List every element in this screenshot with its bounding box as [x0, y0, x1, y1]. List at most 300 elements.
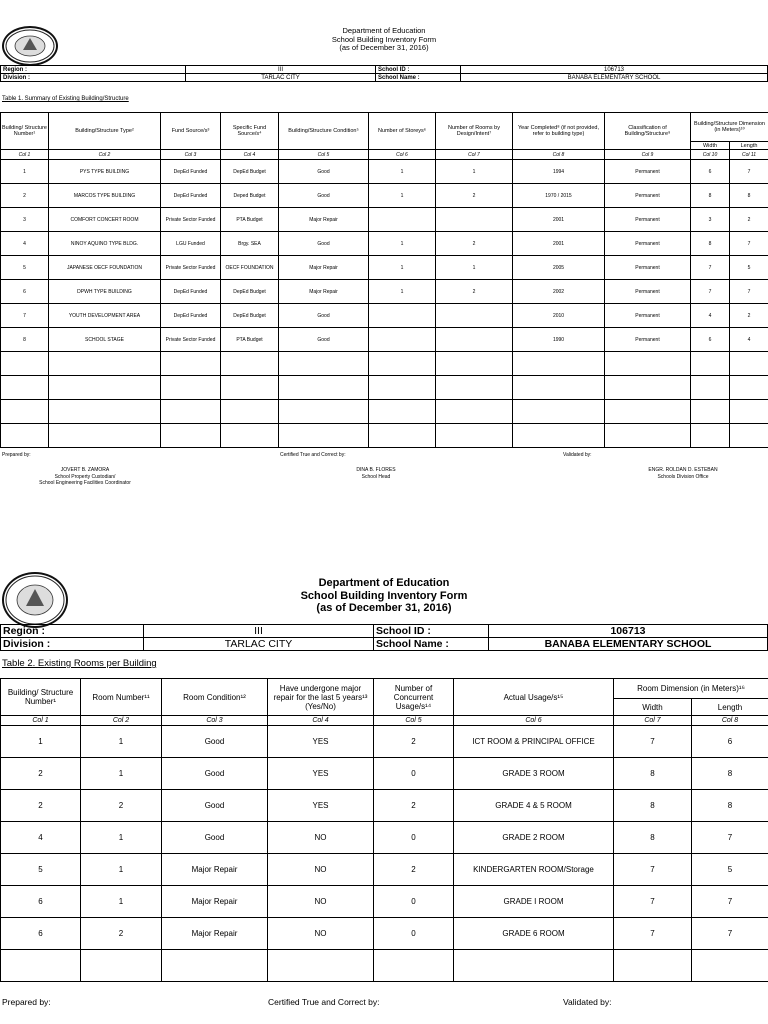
column-number-cell: Col 7 — [436, 150, 513, 160]
table-cell: 2005 — [513, 256, 605, 280]
table-cell — [221, 400, 279, 424]
table-cell: 4 — [1, 232, 49, 256]
table-cell: 1 — [369, 256, 436, 280]
table-cell: 2001 — [513, 208, 605, 232]
th-fund-source: Fund Source/s³ — [161, 113, 221, 150]
column-number-cell: Col 2 — [81, 716, 162, 726]
th-length: Length — [692, 699, 768, 716]
table-cell: 2 — [730, 208, 768, 232]
table-cell: Major Repair — [279, 280, 369, 304]
table-cell: 0 — [374, 886, 454, 918]
table-cell: 1 — [1, 726, 81, 758]
table-cell — [279, 400, 369, 424]
table-cell — [730, 400, 768, 424]
table-row — [1, 184, 768, 208]
table-cell: Major Repair — [279, 208, 369, 232]
table-row — [1, 208, 768, 232]
region-label: Region : — [1, 66, 186, 74]
validated-title: Schools Division Office — [657, 473, 709, 480]
table-cell — [730, 376, 768, 400]
table-cell: 2002 — [513, 280, 605, 304]
table-cell: SCHOOL STAGE — [49, 328, 161, 352]
table-cell — [513, 400, 605, 424]
table-cell: NO — [268, 854, 374, 886]
school-info-table — [0, 624, 768, 651]
table-cell — [436, 352, 513, 376]
prepared-title-1: School Property Custodian/ — [54, 473, 116, 480]
th-year-completed: Year Completed⁸ (if not provided, refer to building type) — [513, 113, 605, 150]
column-number-cell: Col 5 — [279, 150, 369, 160]
table-row — [1, 822, 768, 854]
table-cell — [369, 328, 436, 352]
region-label: Region : — [1, 625, 144, 638]
table-cell: YES — [268, 726, 374, 758]
certified-by-label: Certified True and Correct by: — [280, 452, 346, 458]
th-building-number: Building/ Structure Number¹ — [1, 113, 49, 150]
table-cell: Major Repair — [162, 854, 268, 886]
table-cell: NINOY AQUINO TYPE BLDG. — [49, 232, 161, 256]
table-cell: 7 — [1, 304, 49, 328]
table-cell: GRADE 6 ROOM — [454, 918, 614, 950]
table-cell: 6 — [1, 886, 81, 918]
division-label: Division : — [1, 74, 186, 82]
table-cell — [1, 376, 49, 400]
table-row — [1, 424, 768, 448]
column-number-cell: Col 1 — [1, 716, 81, 726]
table-row — [1, 758, 768, 790]
certified-title: School Head — [361, 473, 391, 480]
table-cell: 1 — [369, 184, 436, 208]
table-cell — [221, 376, 279, 400]
th-building-condition: Building/Structure Condition⁵ — [279, 113, 369, 150]
table-cell — [436, 424, 513, 448]
table-cell: 0 — [374, 758, 454, 790]
column-number-cell: Col 11 — [730, 150, 768, 160]
table-cell: 1 — [369, 232, 436, 256]
th-room-condition: Room Condition¹² — [162, 679, 268, 716]
table-cell — [369, 400, 436, 424]
column-number-cell: Col 5 — [374, 716, 454, 726]
column-number-cell: Col 2 — [49, 150, 161, 160]
table-cell — [605, 352, 691, 376]
table-cell: 8 — [1, 328, 49, 352]
th-building-number: Building/ Structure Number¹ — [1, 679, 81, 716]
table-cell — [691, 352, 730, 376]
table-cell: 7 — [692, 886, 768, 918]
table-cell: Brgy. SEA — [221, 232, 279, 256]
table-cell: PTA Budget — [221, 328, 279, 352]
table-cell: 1 — [436, 256, 513, 280]
validated-by-label: Validated by: — [563, 452, 592, 458]
table-cell: NO — [268, 822, 374, 854]
table-cell: 1 — [1, 160, 49, 184]
table-cell: 3 — [1, 208, 49, 232]
table-cell: NO — [268, 886, 374, 918]
table-cell: 2 — [436, 280, 513, 304]
table-cell: 8 — [614, 758, 692, 790]
table-cell: 6 — [691, 160, 730, 184]
table-cell: Major Repair — [279, 256, 369, 280]
table-cell — [454, 950, 614, 982]
header-line-2: School Building Inventory Form — [331, 34, 437, 44]
th-classification: Classification of Building/Structure⁹ — [605, 113, 691, 150]
table-cell: Permanent — [605, 256, 691, 280]
th-width: Width — [614, 699, 692, 716]
table-cell: 2 — [374, 854, 454, 886]
table-cell: DepEd Budget — [221, 160, 279, 184]
table-cell — [268, 950, 374, 982]
division-label: Division : — [1, 638, 144, 651]
table-cell: ICT ROOM & PRINCIPAL OFFICE — [454, 726, 614, 758]
table-cell: 7 — [614, 854, 692, 886]
table-cell: NO — [268, 918, 374, 950]
table-cell: 2010 — [513, 304, 605, 328]
table-cell — [605, 376, 691, 400]
table-cell: YOUTH DEVELOPMENT AREA — [49, 304, 161, 328]
rooms-table-body — [1, 716, 768, 982]
table-cell: Private Sector Funded — [161, 328, 221, 352]
table-cell: GRADE 2 ROOM — [454, 822, 614, 854]
table-cell — [513, 376, 605, 400]
prepared-by-label: Prepared by: — [2, 997, 51, 1007]
division-value: TARLAC CITY — [186, 74, 376, 82]
column-number-cell: Col 9 — [605, 150, 691, 160]
table-cell: 2 — [730, 304, 768, 328]
rooms-table — [0, 678, 768, 982]
column-number-cell: Col 8 — [513, 150, 605, 160]
table-cell: 7 — [692, 918, 768, 950]
table-cell: 7 — [692, 822, 768, 854]
table-cell: LGU Funded — [161, 232, 221, 256]
th-room-dimension: Room Dimension (in Meters)¹⁶ — [614, 679, 768, 699]
table-cell: 2001 — [513, 232, 605, 256]
table-cell: PTA Budget — [221, 208, 279, 232]
table-cell: 8 — [691, 184, 730, 208]
school-id-label: School ID : — [374, 625, 489, 638]
table-cell: 7 — [691, 280, 730, 304]
column-number-cell: Col 4 — [221, 150, 279, 160]
table-cell — [614, 950, 692, 982]
table-cell: OECF FOUNDATION — [221, 256, 279, 280]
school-id-value: 106713 — [489, 625, 768, 638]
table-cell: DepEd Funded — [161, 184, 221, 208]
school-info-table — [0, 65, 768, 82]
table-cell — [374, 950, 454, 982]
school-name-label: School Name : — [374, 638, 489, 651]
table-cell — [513, 352, 605, 376]
header-line-3: (as of December 31, 2016) — [339, 43, 429, 53]
table-cell — [369, 376, 436, 400]
table-cell: 2 — [436, 232, 513, 256]
table-cell: Private Sector Funded — [161, 256, 221, 280]
school-id-value: 106713 — [461, 66, 768, 74]
table-cell — [369, 424, 436, 448]
th-room-number: Room Number¹¹ — [81, 679, 162, 716]
table-row — [1, 918, 768, 950]
table-cell: 1 — [369, 160, 436, 184]
column-number-cell: Col 3 — [161, 150, 221, 160]
division-value: TARLAC CITY — [144, 638, 374, 651]
table-cell — [1, 352, 49, 376]
table-cell — [369, 208, 436, 232]
table-cell: 1994 — [513, 160, 605, 184]
table-cell: KINDERGARTEN ROOM/Storage — [454, 854, 614, 886]
table-row — [1, 328, 768, 352]
table-cell — [49, 400, 161, 424]
table-cell — [436, 304, 513, 328]
table-cell: 1 — [81, 886, 162, 918]
table-cell — [49, 352, 161, 376]
table-cell — [161, 424, 221, 448]
table-row — [1, 160, 768, 184]
table-cell: YES — [268, 758, 374, 790]
validated-name: ENGR. ROLDAN D. ESTEBAN — [648, 467, 718, 473]
column-number-cell: Col 10 — [691, 150, 730, 160]
table-cell: 5 — [1, 854, 81, 886]
table-cell: Deped Budget — [221, 184, 279, 208]
table-cell: Major Repair — [162, 886, 268, 918]
table-row — [1, 376, 768, 400]
school-id-label: School ID : — [376, 66, 461, 74]
buildings-table-body — [1, 150, 768, 448]
table-cell: DepEd Budget — [221, 304, 279, 328]
buildings-table — [0, 112, 768, 448]
column-number-cell: Col 3 — [162, 716, 268, 726]
table-cell — [605, 424, 691, 448]
table-cell: YES — [268, 790, 374, 822]
table-cell: 4 — [691, 304, 730, 328]
table-cell: 7 — [691, 256, 730, 280]
certified-by-signatory — [326, 467, 426, 480]
form-header — [0, 27, 768, 53]
prepared-by-signatory — [10, 467, 160, 487]
table-cell: 8 — [614, 790, 692, 822]
table-cell — [279, 424, 369, 448]
validated-by-signatory — [628, 467, 738, 480]
table-cell: 7 — [730, 160, 768, 184]
table-cell: Good — [279, 184, 369, 208]
table-cell — [221, 424, 279, 448]
header-line-3: (as of December 31, 2016) — [316, 602, 452, 615]
table-cell: 4 — [730, 328, 768, 352]
table-cell — [279, 352, 369, 376]
header-line-1: Department of Education — [318, 577, 450, 589]
table-cell — [49, 424, 161, 448]
school-name-value: BANABA ELEMENTARY SCHOOL — [489, 638, 768, 651]
table-cell: Permanent — [605, 280, 691, 304]
table-cell: Permanent — [605, 208, 691, 232]
table-cell: 6 — [1, 918, 81, 950]
table-cell: 0 — [374, 918, 454, 950]
table-cell — [691, 400, 730, 424]
table-cell: Permanent — [605, 232, 691, 256]
table-cell: 8 — [692, 790, 768, 822]
table-cell: Good — [162, 790, 268, 822]
table-cell: 3 — [691, 208, 730, 232]
certified-name: DINA B. FLORES — [356, 467, 396, 473]
table-cell: Permanent — [605, 160, 691, 184]
table-cell: 7 — [614, 918, 692, 950]
table-cell: 1 — [81, 822, 162, 854]
th-actual-usage: Actual Usage/s¹⁵ — [454, 679, 614, 716]
prepared-title-2: School Engineering Facilities Coordinator — [39, 480, 131, 486]
table-cell: 2 — [1, 184, 49, 208]
table-cell: 8 — [730, 184, 768, 208]
table-cell: Private Sector Funded — [161, 208, 221, 232]
th-width: Width — [691, 142, 730, 150]
school-name-value: BANABA ELEMENTARY SCHOOL — [461, 74, 768, 82]
table-cell: 1 — [81, 758, 162, 790]
table-cell — [605, 400, 691, 424]
table-cell — [436, 208, 513, 232]
column-number-cell: Col 6 — [369, 150, 436, 160]
table-cell: 2 — [81, 918, 162, 950]
table-cell — [1, 950, 81, 982]
table-row — [1, 790, 768, 822]
th-concurrent-usage: Number of Concurrent Usage/s¹⁴ — [374, 679, 454, 716]
table-cell: Good — [279, 232, 369, 256]
table-cell: 2 — [374, 726, 454, 758]
table-cell — [513, 424, 605, 448]
table-cell: 2 — [374, 790, 454, 822]
column-number-cell: Col 6 — [454, 716, 614, 726]
table-cell: 1990 — [513, 328, 605, 352]
header-line-1: Department of Education — [342, 26, 426, 35]
th-length: Length — [730, 142, 768, 150]
table-cell: Good — [162, 758, 268, 790]
table-row — [1, 950, 768, 982]
region-value: III — [144, 625, 374, 638]
table-cell — [161, 352, 221, 376]
table-row — [1, 400, 768, 424]
table-cell: 2 — [81, 790, 162, 822]
table-cell: 2 — [1, 758, 81, 790]
table-cell — [436, 400, 513, 424]
th-building-type: Building/Structure Type² — [49, 113, 161, 150]
table-cell — [691, 376, 730, 400]
table-cell — [221, 352, 279, 376]
prepared-name: JOVERT B. ZAMORA — [60, 467, 110, 473]
table-cell: Good — [279, 304, 369, 328]
table-cell: 0 — [374, 822, 454, 854]
table-cell — [1, 400, 49, 424]
table-cell: 2 — [436, 184, 513, 208]
table-cell: MARCOS TYPE BUILDING — [49, 184, 161, 208]
table-cell — [1, 424, 49, 448]
column-number-row — [1, 150, 768, 160]
table-cell: Good — [279, 328, 369, 352]
table-cell: 1970 / 2015 — [513, 184, 605, 208]
column-number-row — [1, 716, 768, 726]
column-number-cell: Col 4 — [268, 716, 374, 726]
th-specific-fund-source: Specific Fund Source/s⁴ — [221, 113, 279, 150]
table-cell — [81, 950, 162, 982]
table-cell: 5 — [1, 256, 49, 280]
table-cell: 7 — [614, 886, 692, 918]
table-row — [1, 886, 768, 918]
table-row — [1, 304, 768, 328]
table-cell: DPWH TYPE BUILDING — [49, 280, 161, 304]
column-number-cell: Col 7 — [614, 716, 692, 726]
table-cell: DepEd Funded — [161, 304, 221, 328]
table-cell — [161, 400, 221, 424]
table-row — [1, 854, 768, 886]
table-cell — [692, 950, 768, 982]
table-cell: Permanent — [605, 328, 691, 352]
school-name-label: School Name : — [376, 74, 461, 82]
table-cell: 2 — [1, 790, 81, 822]
table-cell: 7 — [730, 280, 768, 304]
table-cell — [162, 950, 268, 982]
table-cell: Major Repair — [162, 918, 268, 950]
table-cell: 6 — [692, 726, 768, 758]
table-cell — [279, 376, 369, 400]
table-row — [1, 280, 768, 304]
table-cell: GRADE 3 ROOM — [454, 758, 614, 790]
table-cell: 1 — [369, 280, 436, 304]
table-cell: 1 — [81, 726, 162, 758]
table-title: Table 1. Summary of Existing Building/Structure — [2, 96, 129, 102]
prepared-by-label: Prepared by: — [2, 452, 31, 458]
table-cell: 5 — [730, 256, 768, 280]
table-cell: 6 — [691, 328, 730, 352]
certified-by-label: Certified True and Correct by: — [268, 997, 380, 1007]
column-number-cell: Col 1 — [1, 150, 49, 160]
table-row — [1, 726, 768, 758]
form-header — [0, 577, 768, 615]
table-cell: DepEd Budget — [221, 280, 279, 304]
th-number-of-storeys: Number of Storeys⁶ — [369, 113, 436, 150]
table-cell: DepEd Funded — [161, 160, 221, 184]
th-major-repair: Have undergone major repair for the last 5 years¹³ (Yes/No) — [268, 679, 374, 716]
table-row — [1, 232, 768, 256]
table-cell: Permanent — [605, 184, 691, 208]
table-row — [1, 256, 768, 280]
table-cell: 7 — [614, 726, 692, 758]
table-cell: Good — [279, 160, 369, 184]
th-dimension: Building/Structure Dimension (in Meters)¹⁰ — [691, 113, 768, 142]
table-cell: JAPANESE OECF FOUNDATION — [49, 256, 161, 280]
table-title: Table 2. Existing Rooms per Building — [2, 658, 157, 669]
table-cell: Good — [162, 822, 268, 854]
table-cell: GRADE I ROOM — [454, 886, 614, 918]
table-cell — [730, 424, 768, 448]
table-cell — [730, 352, 768, 376]
region-value: III — [186, 66, 376, 74]
table-cell — [161, 376, 221, 400]
table-cell — [369, 304, 436, 328]
table-cell: 1 — [81, 854, 162, 886]
table-cell: DepEd Funded — [161, 280, 221, 304]
table-cell: 6 — [1, 280, 49, 304]
table-cell: 5 — [692, 854, 768, 886]
table-cell: 7 — [730, 232, 768, 256]
table-row — [1, 352, 768, 376]
table-cell: 8 — [691, 232, 730, 256]
table-cell: Good — [162, 726, 268, 758]
table-cell: 4 — [1, 822, 81, 854]
table-cell: GRADE 4 & 5 ROOM — [454, 790, 614, 822]
table-cell — [691, 424, 730, 448]
table-cell — [436, 376, 513, 400]
table-cell: COMFORT CONCERT ROOM — [49, 208, 161, 232]
table-cell: PYS TYPE BUILDING — [49, 160, 161, 184]
table-cell — [369, 352, 436, 376]
table-cell: 8 — [692, 758, 768, 790]
column-number-cell: Col 8 — [692, 716, 768, 726]
table-cell: 8 — [614, 822, 692, 854]
table-cell: 1 — [436, 160, 513, 184]
